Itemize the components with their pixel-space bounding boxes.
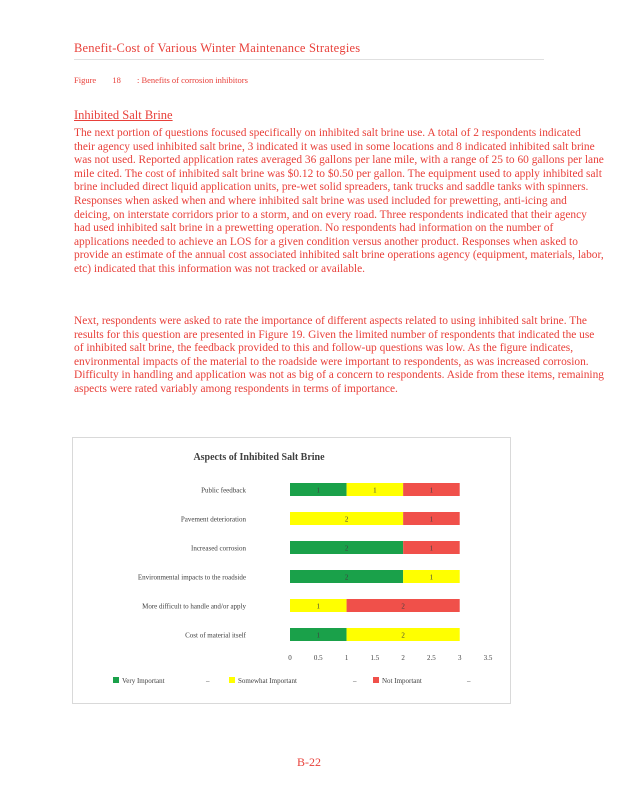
legend-label: Very Important <box>122 677 165 685</box>
data-label: 2 <box>344 544 349 553</box>
x-tick-label: 3.5 <box>483 654 493 662</box>
data-label: 2 <box>401 602 405 611</box>
data-label: 1 <box>429 573 434 582</box>
x-tick-label: 2 <box>401 654 405 662</box>
data-label: 1 <box>316 486 321 495</box>
page-number: B-22 <box>297 755 321 769</box>
data-label: 2 <box>344 515 349 524</box>
x-tick-label: 2.5 <box>427 654 436 662</box>
stacked-bar-chart <box>73 438 510 703</box>
figure-caption-number: 18 <box>112 75 121 85</box>
header-divider <box>74 59 544 60</box>
figure-caption-label: Figure <box>74 75 97 85</box>
figure-caption-text: : Benefits of corrosion inhibitors <box>136 75 248 85</box>
legend-marker: – <box>353 677 357 685</box>
legend-marker: – <box>206 677 210 685</box>
category-label: Pavement deterioration <box>180 515 246 524</box>
legend-label: Somewhat Important <box>238 677 297 685</box>
legend-marker: – <box>467 677 471 685</box>
data-label: 1 <box>316 631 321 640</box>
section-heading: Inhibited Salt Brine <box>74 108 173 122</box>
x-tick-label: 1.5 <box>370 654 380 662</box>
figure-caption <box>74 75 262 85</box>
category-label: More difficult to handle and/or apply <box>142 602 246 611</box>
data-label: 1 <box>429 515 434 524</box>
legend-swatch <box>373 677 379 683</box>
legend-swatch <box>229 677 235 683</box>
category-label: Public feedback <box>201 486 246 495</box>
legend-label: Not Important <box>382 677 422 685</box>
data-label: 1 <box>316 602 321 611</box>
data-label: 1 <box>429 544 434 553</box>
x-tick-label: 0 <box>288 654 292 662</box>
data-label: 2 <box>344 573 349 582</box>
category-label: Cost of material itself <box>185 631 246 640</box>
x-tick-label: 0.5 <box>313 654 323 662</box>
data-label: 1 <box>429 486 434 495</box>
x-tick-label: 3 <box>457 654 462 662</box>
x-tick-label: 1 <box>344 654 349 662</box>
chart-title: Aspects of Inhibited Salt Brine <box>193 452 325 463</box>
category-label: Environmental impacts to the roadside <box>137 573 246 582</box>
data-label: 1 <box>373 486 377 495</box>
category-label: Increased corrosion <box>190 544 246 553</box>
data-label: 2 <box>401 631 405 640</box>
legend-swatch <box>113 677 119 683</box>
chart-container <box>72 437 511 704</box>
page-header-title: Benefit-Cost of Various Winter Maintenance Strategies <box>74 41 361 55</box>
body-paragraph: Next, respondents were asked to rate the importance of different aspects related to using inhibited salt brine. The results for this question are presented in Figure 19. Given the limited number of respondents that indicated the use of inhibited salt brine, the feedback provided to this and follow-up questions was low. As the figure indicates, environmental impacts of the material to the roadside were important to respondents, as was increased corrosion. Difficulty in handling and application was not as big of a concern to respondents. Aside from these items, remaining aspects were rated variably among respondents in terms of importance. <box>74 315 604 395</box>
body-paragraph: The next portion of questions focused specifically on inhibited salt brine use. A total of 2 respondents indicated their agency used inhibited salt brine, 3 indicated it was used in some locations and 8 indicated inhibited salt brine was not used. Reported application rates averaged 36 gallons per lane mile, with a range of 25 to 60 gallons per lane mile cited. The cost of inhibited salt brine was $0.12 to $0.50 per gallon. The equipment used to apply inhibited salt brine included direct liquid application units, pre-wet solid spreaders, tank trucks and saddle tanks with spinners. Responses when asked when and where inhibited salt brine was used included for prewetting, anti-icing and deicing, on interstate corridors prior to a storm, and on every road. Three respondents indicated that their agency had used inhibited salt brine in a prewetting operation. No respondents had information on the number of applications needed to achieve an LOS for a given condition versus another product. Responses when asked to provide an estimate of the annual cost associated inhibited salt brine operations agency (equipment, materials, labor, etc) indicated that this information was not tracked or available. <box>74 127 604 275</box>
